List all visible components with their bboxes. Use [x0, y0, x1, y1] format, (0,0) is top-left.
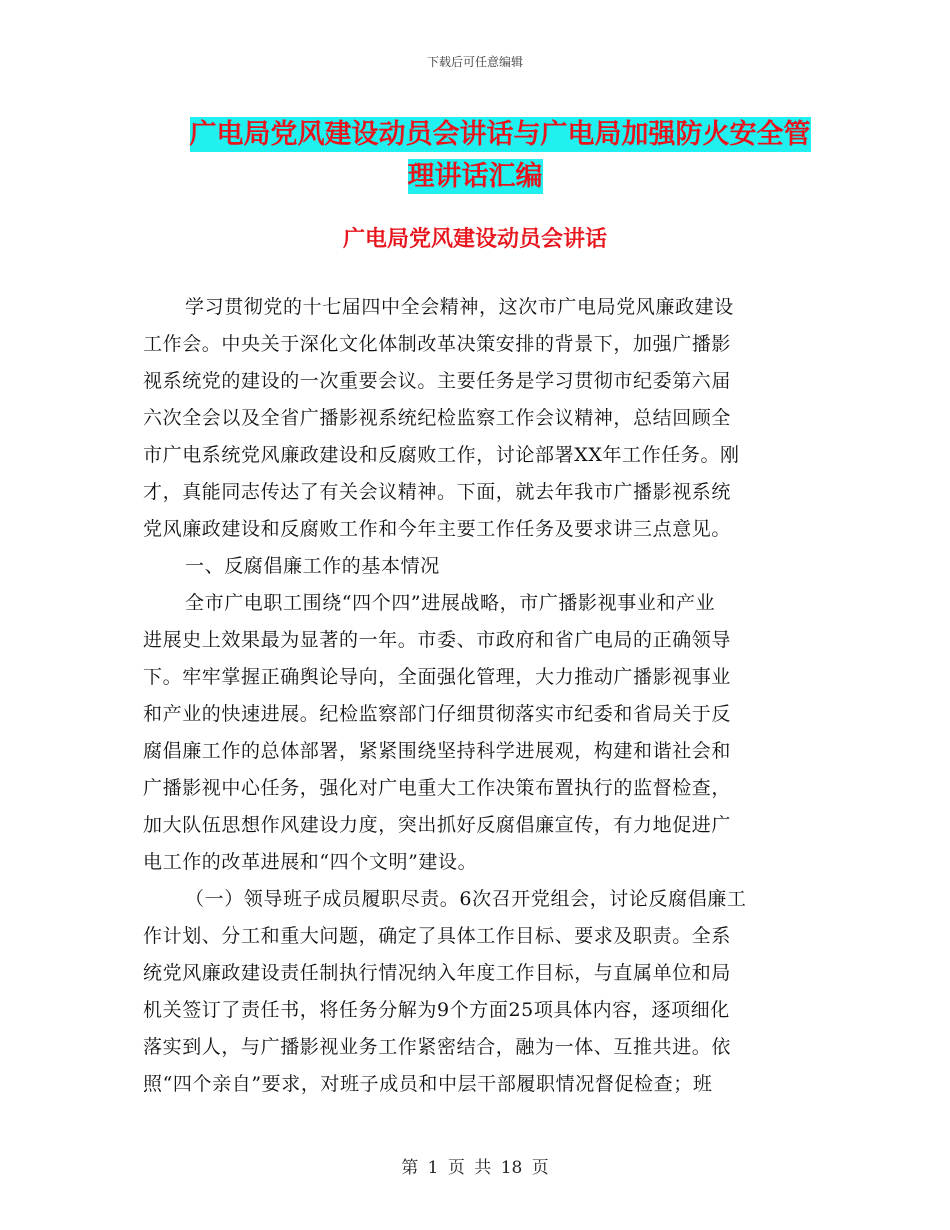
page-footer: 第 1 页 共 18 页 [401, 1158, 549, 1178]
page-header: 下载后可任意编辑 [426, 55, 523, 69]
paragraph-line: 统党风廉政建设责任制执行情况纳入年度工作目标，与直属单位和局 [143, 962, 732, 984]
paragraph-line: 学习贯彻党的十七届四中全会精神，这次市广电局党风廉政建设 [185, 296, 734, 318]
paragraph-line: 全市广电职工围绕“四个四”进展战略，市广播影视事业和产业 [185, 592, 716, 614]
document-title-line-1: 广电局党风建设动员会讲话与广电局加强防火安全管 [189, 119, 811, 150]
paragraph-line: 视系统党的建设的一次重要会议。主要任务是学习贯彻市纪委第六届 [143, 370, 732, 392]
paragraph-line: 作计划、分工和重大问题，确定了具体工作目标、要求及职责。全系 [143, 925, 732, 947]
paragraph-line: 落实到人，与广播影视业务工作紧密结合，融为一体、互推共进。依 [143, 1036, 732, 1058]
section-title: 广电局党风建设动员会讲话 [342, 227, 607, 252]
document-title-line-2: 理讲话汇编 [407, 161, 543, 192]
paragraph-line: 六次全会以及全省广播影视系统纪检监察工作会议精神，总结回顾全 [143, 407, 732, 429]
paragraph-line: 机关签订了责任书，将任务分解为9个方面25项具体内容，逐项细化 [143, 999, 730, 1021]
paragraph-line: 腐倡廉工作的总体部署，紧紧围绕坚持科学进展观，构建和谐社会和 [143, 740, 732, 762]
paragraph-line: 和产业的快速进展。纪检监察部门仔细贯彻落实市纪委和省局关于反 [143, 703, 732, 725]
paragraph-line: 电工作的改革进展和“四个文明”建设。 [143, 851, 478, 873]
paragraph-line: 才，真能同志传达了有关会议精神。下面，就去年我市广播影视系统 [143, 481, 732, 503]
body-text [143, 289, 811, 1103]
paragraph-line: 下。牢牢掌握正确舆论导向，全面强化管理，大力推动广播影视事业 [143, 666, 732, 688]
paragraph-line: 工作会。中央关于深化文化体制改革决策安排的背景下，加强广播影 [143, 333, 732, 355]
paragraph-line: 广播影视中心任务，强化对广电重大工作决策布置执行的监督检查， [143, 777, 732, 799]
paragraph-line: 市广电系统党风廉政建设和反腐败工作，讨论部署XX年工作任务。刚 [143, 444, 740, 466]
paragraph-line: 进展史上效果最为显著的一年。市委、市政府和省广电局的正确领导 [143, 629, 732, 651]
paragraph-line: （一）领导班子成员履职尽责。6次召开党组会，讨论反腐倡廉工 [185, 888, 747, 910]
paragraph-line: 党风廉政建设和反腐败工作和今年主要工作任务及要求讲三点意见。 [143, 518, 732, 540]
subsection-heading: 一、反腐倡廉工作的基本情况 [185, 555, 440, 577]
paragraph-line: 照“四个亲自”要求，对班子成员和中层干部履职情况督促检查；班 [143, 1073, 713, 1095]
paragraph-line: 加大队伍思想作风建设力度，突出抓好反腐倡廉宣传，有力地促进广 [143, 814, 732, 836]
